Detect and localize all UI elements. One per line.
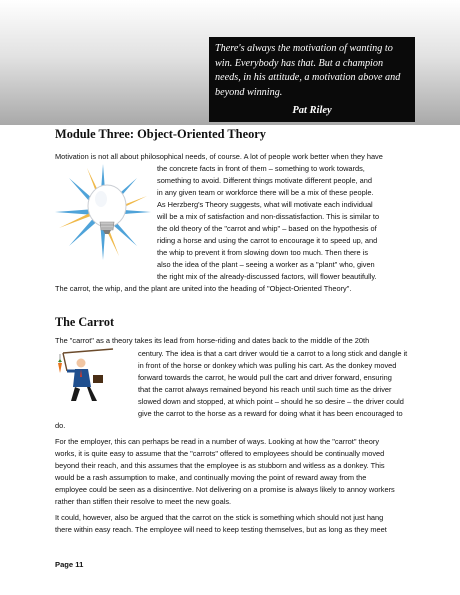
carrot-line-1: The "carrot" as a theory takes its lead from horse-riding and dates back to the middle of the 20th xyxy=(55,336,370,345)
carrot-line-3: in front of the horse or donkey which was pulling his cart. As the donkey moved xyxy=(138,361,397,370)
section-line-2: the concrete facts in front of them – something to work towards, xyxy=(157,164,365,173)
section-line-7: the old theory of the "carrot and whip" – based on the hypothesis of xyxy=(157,224,377,233)
para2-line-6: rather than stiffen their resolve to meet the new goals. xyxy=(55,497,232,506)
quote-box xyxy=(209,37,415,122)
para3-line-1: It could, however, also be argued that the carrot on the stick is something which should not just hang xyxy=(55,513,384,522)
section-line-11: the right mix of the already-discussed factors, will flower beautifully. xyxy=(157,272,377,281)
para2-line-5: employee could be seen as a disincentive. Not delivering on a promise is always likely to annoy workers xyxy=(55,485,395,494)
carrot-line-2: century. The idea is that a cart driver would tie a carrot to a long stick and dangle it xyxy=(138,349,408,358)
carrot-line-5: that the carrot always remained beyond his reach until such time as the driver xyxy=(138,385,392,394)
quote-author: Pat Riley xyxy=(292,105,332,117)
section-line-4: in any given team or workforce there will be a mix of these people. xyxy=(157,188,374,197)
section-line-3: something to avoid. Different things motivate different people, and xyxy=(157,176,373,185)
light-bulb-illustration xyxy=(55,164,151,260)
para2-line-1: For the employer, this can perhaps be read in a number of ways. Looking at how the "carrot" theory xyxy=(55,437,380,446)
carrot-line-7: give the carrot to the horse as a reward for doing what it has been encouraged to xyxy=(138,409,403,418)
section-line-5: As Herzberg's Theory suggests, what will motivate each individual xyxy=(157,200,373,209)
section-line-8: riding a horse and using the carrot to encourage it to speed up, and xyxy=(157,236,378,245)
page-number: Page 11 xyxy=(55,560,84,569)
section-heading: Module Three: Object-Oriented Theory xyxy=(55,127,266,141)
para3-line-2: there within easy reach. The employee will need to keep testing themselves, but as long as they meet xyxy=(55,525,387,534)
section-line-10: also the idea of the plant – seeing a worker as a "plant" who, given xyxy=(157,260,375,269)
carrot-line-8: do. xyxy=(55,421,66,430)
carrot-on-stick-illustration xyxy=(55,347,131,403)
para2-line-2: works, it is quite easy to assume that the "carrots" offered to employees should be continually moved xyxy=(55,449,385,458)
section-line-9: the whip to prevent it from slowing down too much. Then there is xyxy=(157,248,369,257)
para2-line-3: beyond their reach, and this assumes that the employee is as stubborn and witless as a donkey. This xyxy=(55,461,385,470)
subsection-heading: The Carrot xyxy=(55,315,115,329)
section-line-6: will be a mix of satisfaction and non-dissatisfaction. This is similar to xyxy=(157,212,380,221)
para2-line-4: would be a rash assumption to make, and continually moving the point of reward away from the xyxy=(55,473,367,482)
quote-text: There's always the motivation of wanting to win. Everybody has that. But a champion needs, in his attitude, a motivation above and beyond winning. xyxy=(215,43,401,98)
carrot-line-4: forward towards the carrot, he would pull the cart and driver forward, ensuring xyxy=(138,373,392,382)
carrot-line-6: slowed down and stopped, at which point – should he so desire – the driver could xyxy=(138,397,404,406)
section-line-1: Motivation is not all about philosophical needs, of course. A lot of people work better when they have xyxy=(55,152,383,161)
section-line-12: The carrot, the whip, and the plant are united into the heading of "Object-Oriented Theory". xyxy=(55,284,352,293)
